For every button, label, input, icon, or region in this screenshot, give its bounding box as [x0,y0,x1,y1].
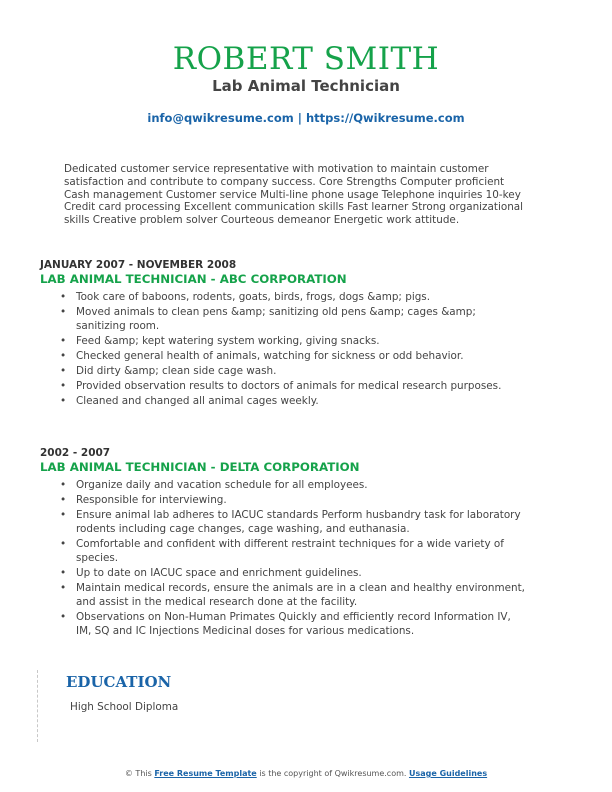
section-divider [37,670,38,742]
duty-list [40,478,540,638]
usage-guidelines-link[interactable]: Usage Guidelines [408,769,488,778]
duty-item: • Responsible for interviewing. [40,493,526,507]
candidate-name: ROBERT SMITH [172,41,440,77]
duty-item: • Cleaned and changed all animal cages weekly. [40,394,526,408]
footer [0,768,612,779]
duty-item: • Feed &amp; kept watering system working, giving snacks. [40,334,526,348]
duty-item: • Ensure animal lab adheres to IACUC standards Perform husbandry task for laboratory rodents including cage changes, cage washing, and euthanasia. [40,508,526,536]
contact-separator: | [293,111,306,125]
experience-entry [40,447,540,639]
candidate-title: Lab Animal Technician [212,77,400,95]
job-title: LAB ANIMAL TECHNICIAN - ABC CORPORATION [40,272,347,286]
education-item: High School Diploma [70,701,179,713]
duty-item: • Provided observation results to doctors of animals for medical research purposes. [40,379,526,393]
duty-item: • Did dirty &amp; clean side cage wash. [40,364,526,378]
job-dates: JANUARY 2007 - NOVEMBER 2008 [40,259,237,271]
duty-item: • Moved animals to clean pens &amp; sanitizing old pens &amp; cages &amp; sanitizing room. [40,305,526,333]
duty-list [40,290,540,408]
job-title: LAB ANIMAL TECHNICIAN - DELTA CORPORATION [40,460,360,474]
summary-paragraph: Dedicated customer service representative with motivation to maintain customer satisfaction and contribute to company success. Core Strengths Computer proficient Cash management Customer service Multi-line phone usage Telephone inquiries 10-key Credit card processing Excellent communication skills Fast learner Strong organizational skills Creative problem solver Courteous demeanor Energetic work attitude. [64,163,524,227]
duty-item: • Comfortable and confident with different restraint techniques for a wide variety of species. [40,537,526,565]
experience-entry [40,259,540,409]
duty-item: • Checked general health of animals, watching for sickness or odd behavior. [40,349,526,363]
footer-middle: is the copyright of Qwikresume.com. [256,769,409,778]
duty-item: • Maintain medical records, ensure the animals are in a clean and healthy environment, and assist in the medical research done at the facility. [40,581,526,609]
education-heading: EDUCATION [66,673,172,691]
duty-item: • Up to date on IACUC space and enrichment guidelines. [40,566,526,580]
website-link[interactable]: https://Qwikresume.com [305,111,465,125]
free-resume-template-link[interactable]: Free Resume Template [154,769,257,778]
footer-prefix: © This [124,769,155,778]
duty-item: • Organize daily and vacation schedule for all employees. [40,478,526,492]
duty-item: • Observations on Non-Human Primates Quickly and efficiently record Information IV, IM, SQ and IC Injections Medicinal doses for various medications. [40,610,526,638]
email-link[interactable]: info@qwikresume.com [147,111,294,125]
duty-item: • Took care of baboons, rodents, goats, birds, frogs, dogs &amp; pigs. [40,290,526,304]
job-dates: 2002 - 2007 [40,447,111,459]
contact-line [0,110,612,126]
